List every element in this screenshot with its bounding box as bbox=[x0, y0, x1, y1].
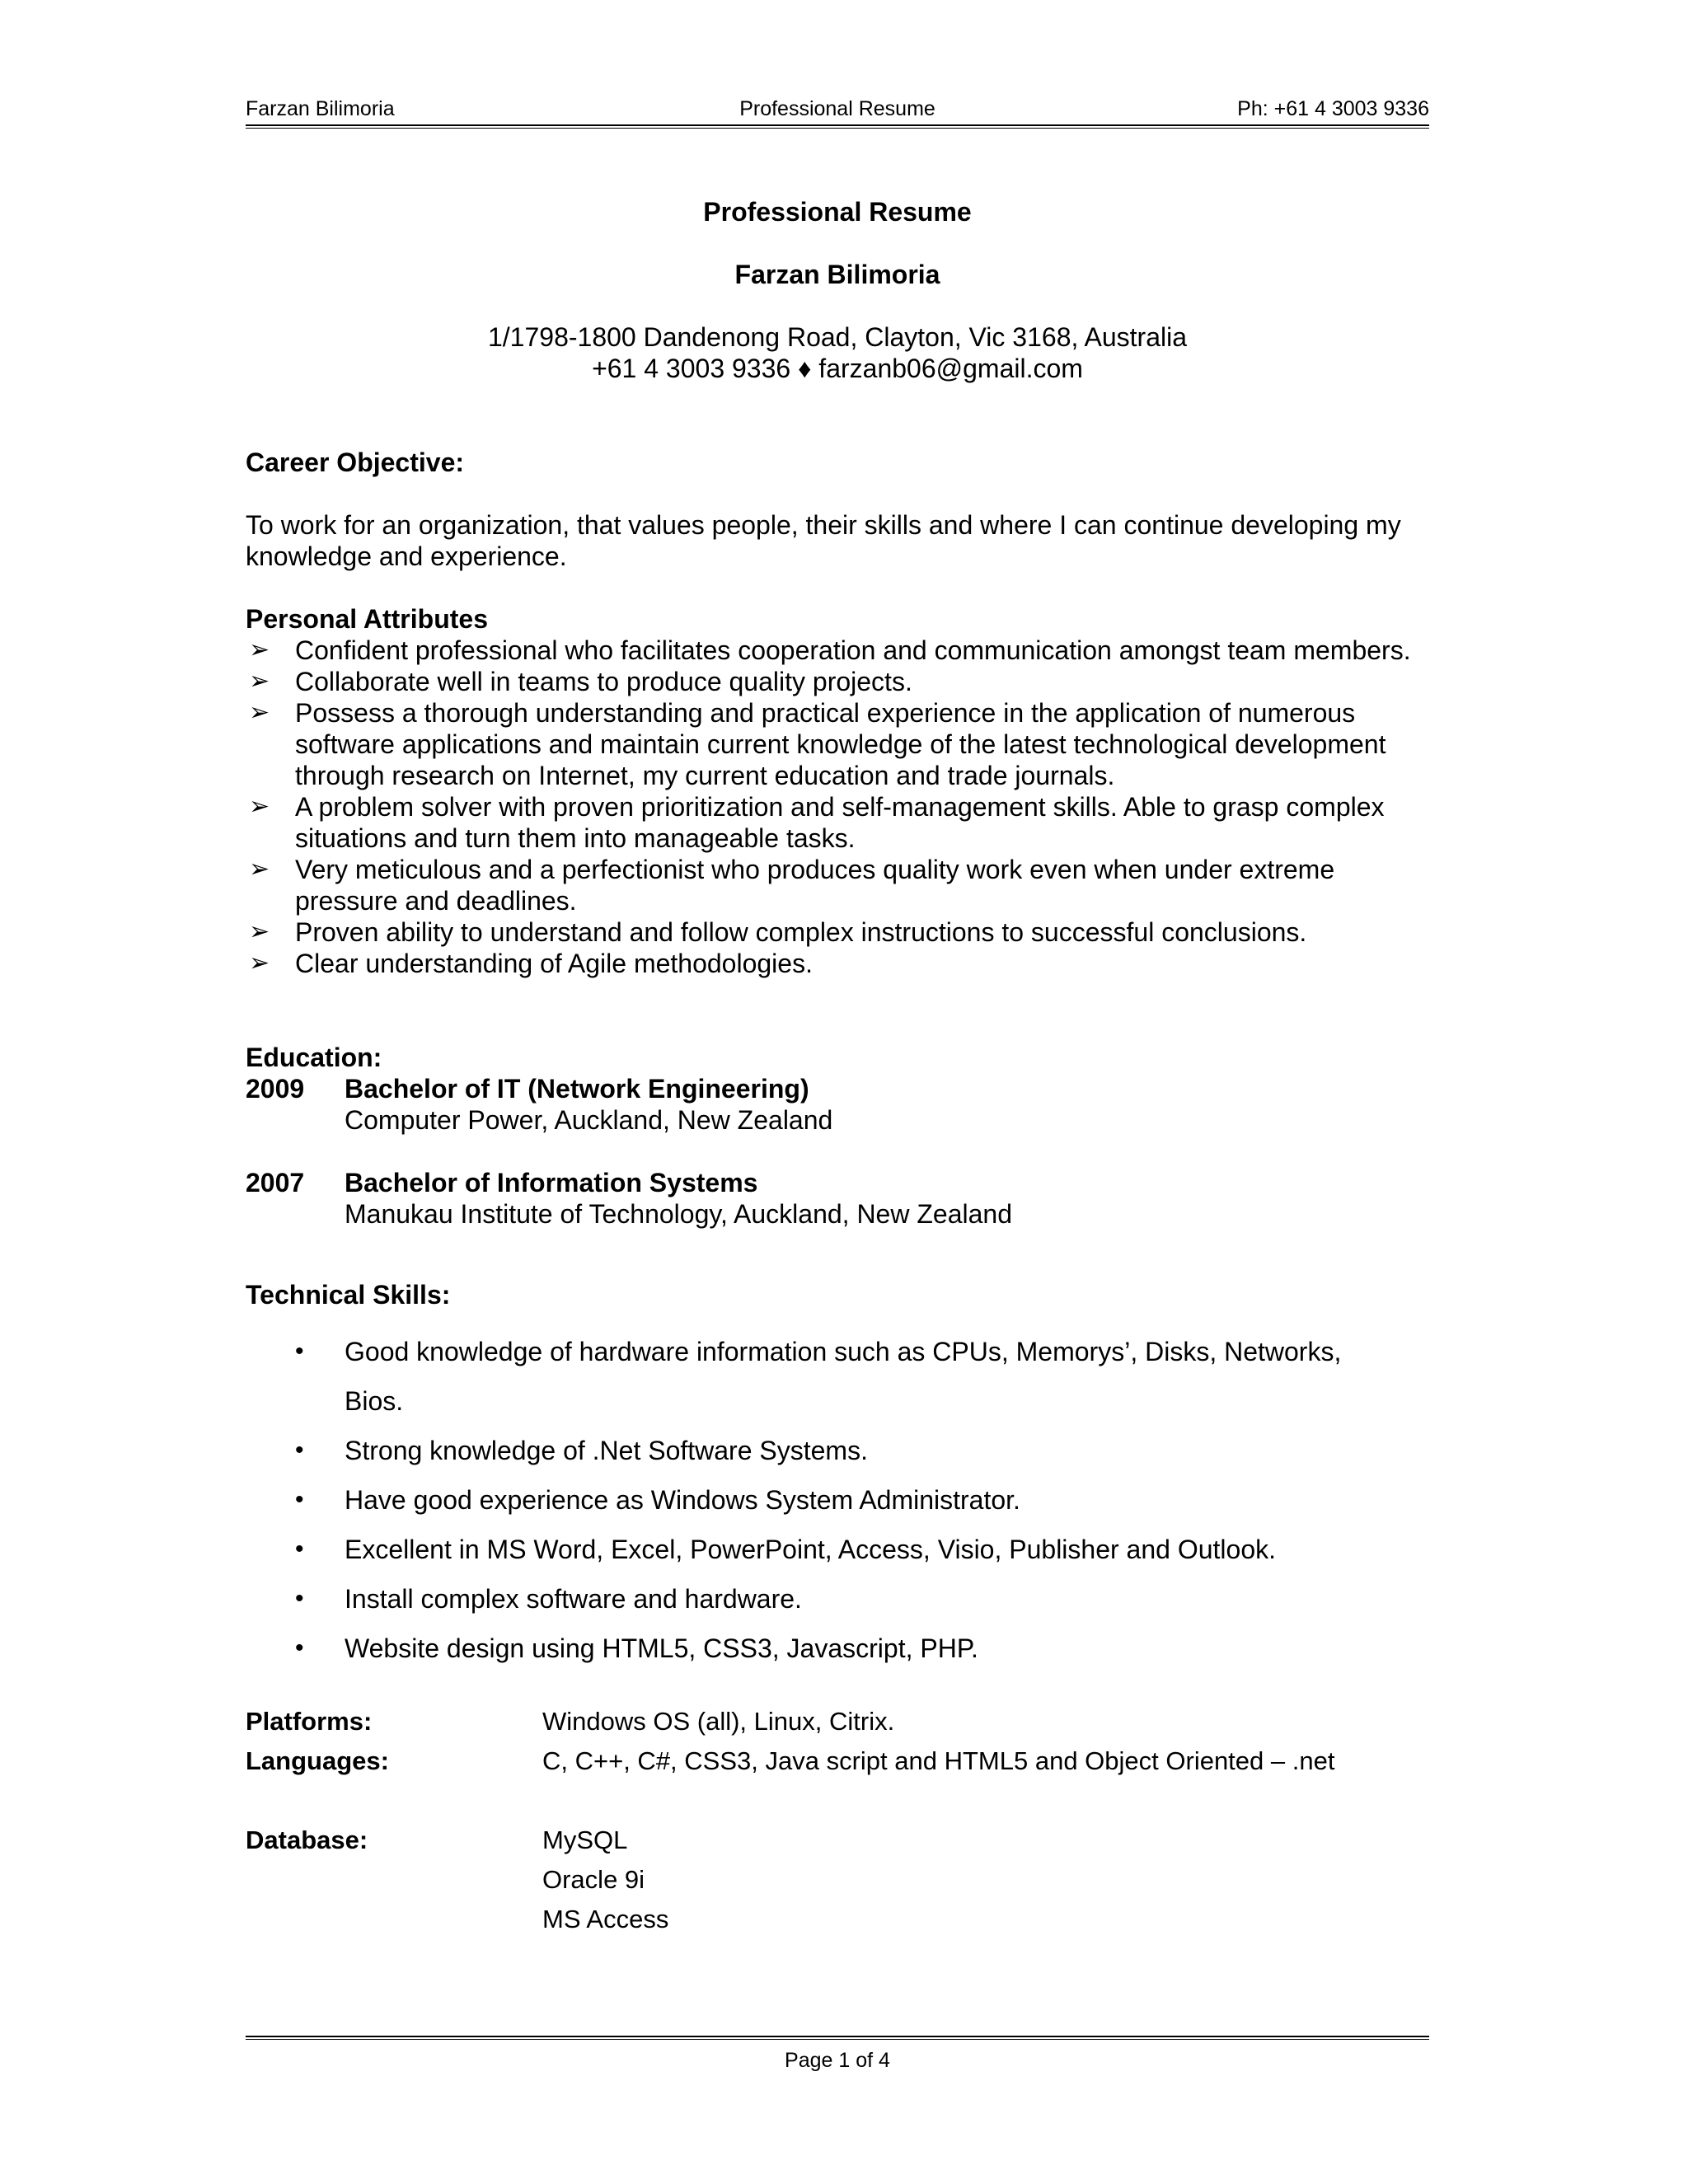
skill-text: Excellent in MS Word, Excel, PowerPoint, Access, Visio, Publisher and Outlook. bbox=[345, 1535, 1276, 1564]
database-value: Oracle 9i bbox=[542, 1865, 645, 1894]
education-year: 2007 bbox=[246, 1168, 305, 1197]
footer-rule-thin bbox=[246, 2039, 1429, 2040]
document-title: Professional Resume bbox=[703, 197, 972, 227]
career-objective-heading: Career Objective: bbox=[246, 448, 465, 477]
page-number: Page 1 of 4 bbox=[785, 2049, 890, 2072]
arrow-bullet-icon: ➢ bbox=[249, 949, 270, 977]
page-header bbox=[246, 94, 1429, 124]
bullet-dot-icon: • bbox=[295, 1486, 304, 1513]
header-phone: Ph: +61 4 3003 9336 bbox=[1237, 97, 1429, 120]
attribute-text: Confident professional who facilitates cooperation and communication amongst team members. bbox=[295, 635, 1411, 665]
education-degree: Bachelor of Information Systems bbox=[345, 1168, 758, 1197]
attribute-text: Very meticulous and a perfectionist who produces quality work even when under extreme pressure and deadlines. bbox=[295, 855, 1335, 916]
languages-value: C, C++, C#, CSS3, Java script and HTML5 and Object Oriented – .net bbox=[542, 1746, 1335, 1775]
list-item bbox=[246, 948, 1429, 979]
list-item bbox=[246, 854, 1429, 916]
contact-line: +61 4 3003 9336 ♦ farzanb06@gmail.com bbox=[592, 354, 1083, 383]
skill-text: Website design using HTML5, CSS3, Javascript, PHP. bbox=[345, 1633, 978, 1663]
education-institution: Manukau Institute of Technology, Auckland, New Zealand bbox=[345, 1199, 1012, 1229]
attribute-text: Clear understanding of Agile methodologies. bbox=[295, 949, 813, 978]
languages-label: Languages: bbox=[246, 1746, 389, 1775]
bullet-dot-icon: • bbox=[295, 1338, 304, 1365]
arrow-bullet-icon: ➢ bbox=[249, 636, 270, 663]
applicant-name: Farzan Bilimoria bbox=[734, 260, 940, 289]
skill-text: Install complex software and hardware. bbox=[345, 1584, 802, 1614]
attribute-text: Possess a thorough understanding and practical experience in the application of numerous software applications and maintain current knowledge of the latest technological development through research on Internet, my current education and trade journals. bbox=[295, 698, 1386, 790]
skill-text: Strong knowledge of .Net Software Systems. bbox=[345, 1436, 868, 1465]
list-item bbox=[246, 1426, 1429, 1475]
attribute-text: Collaborate well in teams to produce quality projects. bbox=[295, 667, 912, 696]
list-item bbox=[246, 1525, 1429, 1574]
bullet-dot-icon: • bbox=[295, 1634, 304, 1661]
header-rule-thin bbox=[246, 128, 1429, 129]
skill-text: Good knowledge of hardware information such as CPUs, Memorys’, Disks, Networks, Bios. bbox=[345, 1337, 1342, 1416]
bullet-dot-icon: • bbox=[295, 1535, 304, 1563]
arrow-bullet-icon: ➢ bbox=[249, 918, 270, 945]
list-item bbox=[246, 1574, 1429, 1624]
technical-skills-heading: Technical Skills: bbox=[246, 1280, 451, 1310]
bullet-dot-icon: • bbox=[295, 1585, 304, 1612]
arrow-bullet-icon: ➢ bbox=[249, 855, 270, 883]
attribute-text: A problem solver with proven prioritization and self-management skills. Able to grasp complex situations and turn them into manageable tasks. bbox=[295, 792, 1385, 853]
list-item bbox=[246, 791, 1429, 854]
platforms-label: Platforms: bbox=[246, 1707, 373, 1736]
header-name: Farzan Bilimoria bbox=[246, 97, 395, 120]
list-item bbox=[246, 1327, 1429, 1426]
career-objective-text: To work for an organization, that values people, their skills and where I can continue developing my knowledge and experience. bbox=[246, 510, 1401, 571]
database-label: Database: bbox=[246, 1825, 368, 1854]
list-item bbox=[246, 1624, 1429, 1673]
list-item bbox=[246, 916, 1429, 948]
list-item bbox=[246, 697, 1429, 791]
education-institution: Computer Power, Auckland, New Zealand bbox=[345, 1105, 833, 1135]
list-item bbox=[246, 1475, 1429, 1525]
attribute-text: Proven ability to understand and follow complex instructions to successful conclusions. bbox=[295, 917, 1307, 947]
education-degree: Bachelor of IT (Network Engineering) bbox=[345, 1074, 809, 1104]
bullet-dot-icon: • bbox=[295, 1436, 304, 1464]
footer-rule bbox=[246, 2036, 1429, 2037]
platforms-value: Windows OS (all), Linux, Citrix. bbox=[542, 1707, 895, 1736]
address-line: 1/1798-1800 Dandenong Road, Clayton, Vic 3168, Australia bbox=[487, 322, 1187, 352]
arrow-bullet-icon: ➢ bbox=[249, 793, 270, 820]
education-year: 2009 bbox=[246, 1074, 305, 1104]
header-rule bbox=[246, 124, 1429, 126]
list-item bbox=[246, 635, 1429, 666]
database-value: MySQL bbox=[542, 1825, 628, 1854]
education-heading: Education: bbox=[246, 1043, 382, 1072]
skill-text: Have good experience as Windows System Administrator. bbox=[345, 1485, 1020, 1515]
personal-attributes-list bbox=[246, 635, 1429, 979]
arrow-bullet-icon: ➢ bbox=[249, 699, 270, 726]
arrow-bullet-icon: ➢ bbox=[249, 668, 270, 695]
header-title: Professional Resume bbox=[739, 97, 935, 120]
database-value: MS Access bbox=[542, 1905, 669, 1933]
personal-attributes-heading: Personal Attributes bbox=[246, 604, 488, 634]
technical-skills-list bbox=[246, 1327, 1429, 1673]
list-item bbox=[246, 666, 1429, 697]
